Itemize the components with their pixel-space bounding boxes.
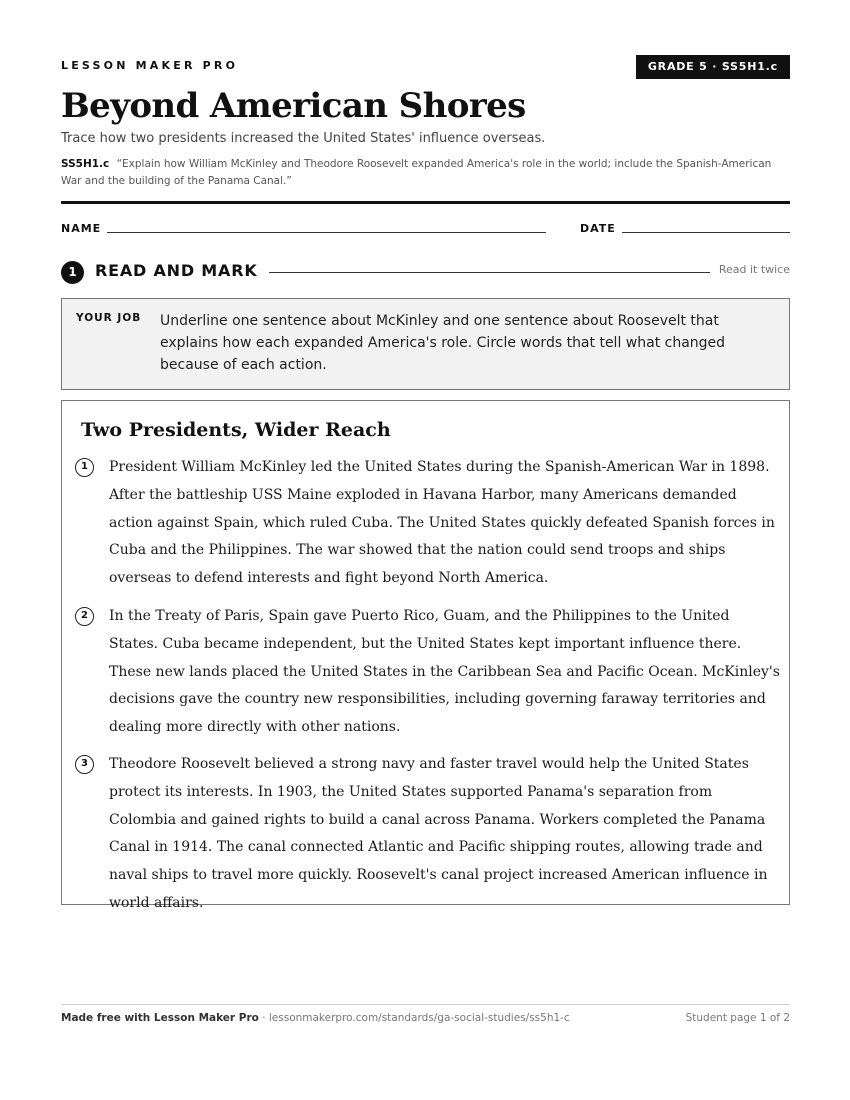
page-footer xyxy=(61,1012,790,1024)
paragraph-number-badge: 1 xyxy=(75,458,94,477)
brand-name: LESSON MAKER PRO xyxy=(61,59,239,72)
passage-paragraph xyxy=(75,751,785,911)
page-title: Beyond American Shores xyxy=(61,86,526,126)
footer-page-number: Student page 1 of 2 xyxy=(685,1012,790,1024)
reading-title: Two Presidents, Wider Reach xyxy=(81,419,391,441)
date-field[interactable] xyxy=(622,232,790,233)
standard-statement xyxy=(61,156,790,190)
paragraph-text: In the Treaty of Paris, Spain gave Puerto Rico, Guam, and the Philippines to the United States. Cuba became independent, but the United States kept important influence there. These new lands placed the United States in the Caribbean Sea and Pacific Ocean. McKinley's decisions gave the country new responsibilities, including governing faraway territories and dealing more directly with other nations. xyxy=(109,608,780,736)
standard-code: SS5H1.c xyxy=(61,158,110,170)
grade-standard-badge: GRADE 5 · SS5H1.c xyxy=(636,55,790,79)
job-instructions-box xyxy=(61,298,790,390)
top-bar xyxy=(61,55,790,79)
section-header xyxy=(61,260,790,284)
date-label: DATE xyxy=(580,222,616,235)
standard-text: “Explain how William McKinley and Theodore Roosevelt expanded America's role in the world; include the Spanish-American War and the building of the Panama Canal.” xyxy=(61,158,772,187)
page-subtitle: Trace how two presidents increased the United States' influence overseas. xyxy=(61,131,546,146)
job-label: YOUR JOB xyxy=(76,312,142,324)
footer-url[interactable]: lessonmakerpro.com/standards/ga-social-studies/ss5h1-c xyxy=(268,1012,570,1024)
footer-separator: · xyxy=(258,1012,269,1024)
paragraph-text: Theodore Roosevelt believed a strong navy and faster travel would help the United States protect its interests. In 1903, the United States supported Panama's separation from Colombia and gained rights to build a canal across Panama. Workers completed the Panama Canal in 1914. The canal connected Atlantic and Pacific shipping routes, allowing trade and naval ships to travel more quickly. Roosevelt's canal project increased American influence in world affairs. xyxy=(109,756,768,911)
job-text: Underline one sentence about McKinley and one sentence about Roosevelt that explains how each expanded America's role. Circle words that tell what changed because of each action. xyxy=(160,313,726,373)
passage-paragraph xyxy=(75,454,785,594)
paragraph-number-badge: 2 xyxy=(75,607,94,626)
header-divider xyxy=(61,201,790,204)
paragraph-number-badge: 3 xyxy=(75,755,94,774)
section-number-badge: 1 xyxy=(61,261,84,284)
section-divider xyxy=(269,272,710,273)
worksheet-page xyxy=(61,0,790,1100)
name-field[interactable] xyxy=(107,232,546,233)
name-label: NAME xyxy=(61,222,102,235)
section-title: READ AND MARK xyxy=(95,261,258,280)
section-note: Read it twice xyxy=(718,263,790,276)
footer-credit: Made free with Lesson Maker Pro xyxy=(61,1012,259,1024)
reading-passage-box xyxy=(61,400,790,911)
paragraph-text: President William McKinley led the United States during the Spanish-American War in 1898. After the battleship USS Maine exploded in Havana Harbor, many Americans demanded action against Spain, which ruled Cuba. The United States quickly defeated Spanish forces in Cuba and the Philippines. The war showed that the nation could send troops and ships overseas to defend interests and fight beyond North America. xyxy=(109,459,775,587)
passage-paragraph xyxy=(75,603,785,743)
footer-divider xyxy=(61,1004,790,1005)
